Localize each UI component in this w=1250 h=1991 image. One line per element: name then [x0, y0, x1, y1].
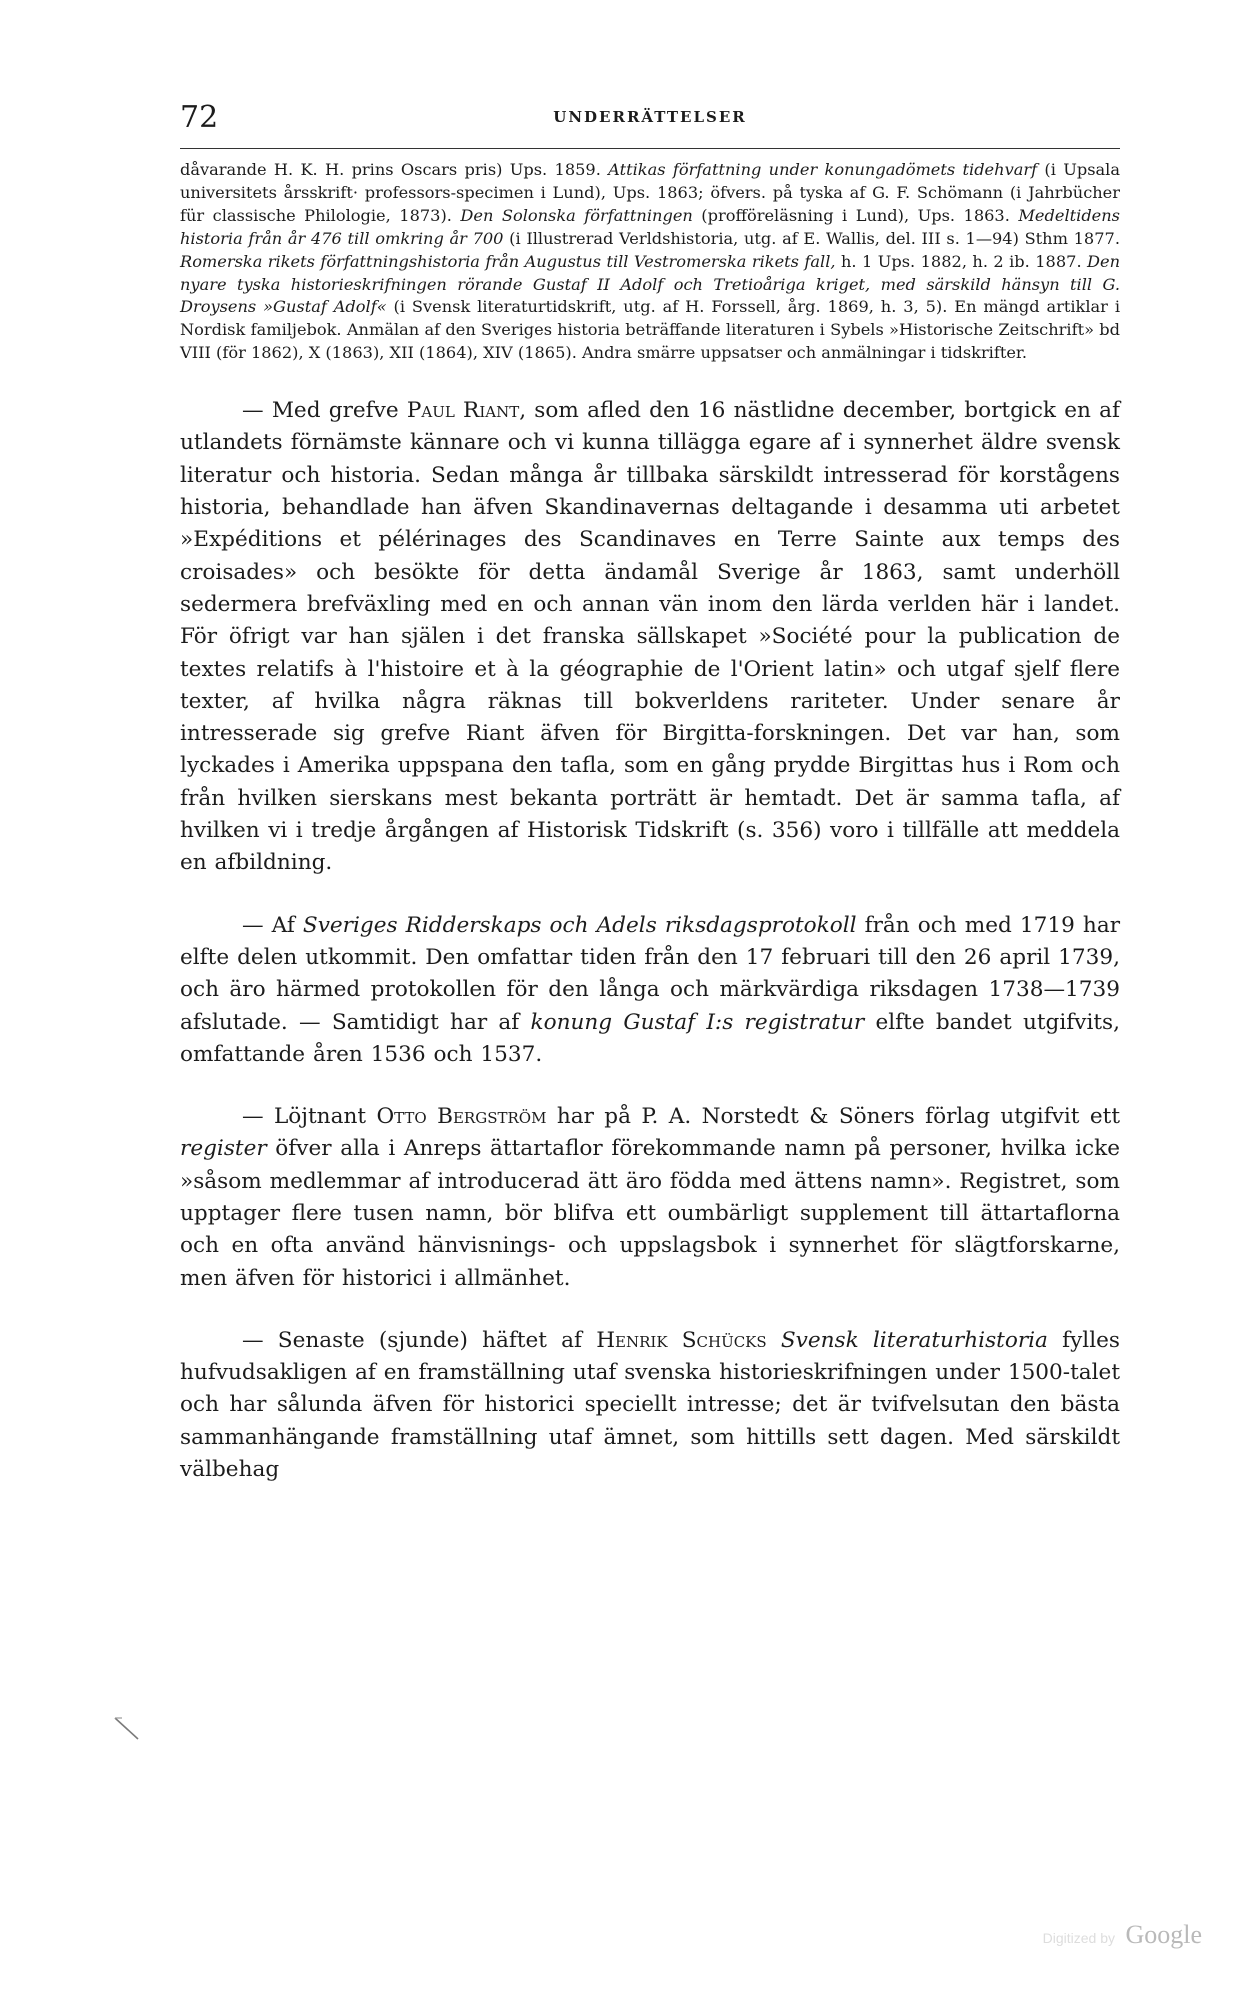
google-logo-text: Google [1125, 1920, 1202, 1949]
paragraph-bergstrom [180, 1101, 1120, 1295]
paragraph-schuck [180, 1325, 1120, 1486]
work-title: register [180, 1136, 267, 1162]
bibliography-block [180, 159, 1120, 365]
bib-segment: (i Upsala universitets årsskrift· professors-specimen i Lund), Ups. 1863; öfvers. på tyska af G. F. Schömann (i Jahrbücher für classische Philologie, 1873). [180, 160, 1120, 225]
header-rule [180, 148, 1120, 149]
text-segment: elfte bandet utgifvits, omfattande åren 1536 och 1537. [180, 1009, 1120, 1067]
person-name: Henrik Schücks [596, 1327, 767, 1353]
page [180, 100, 1120, 1486]
page-header [180, 100, 1120, 136]
text-segment: — Löjtnant [242, 1104, 377, 1130]
text-segment: , som afled den 16 nästlidne december, bortgick en af utlandets förnämste kännare och vi kunna tillägga egare af i synnerhet äldre svensk literatur och historia. Sedan många år tillbaka särskildt intresserad för korstågens historia, behandlade han äfven Skandinavernas deltagande i desamma uti arbetet »Expéditions et pélérinages des Scandinaves en Terre Sainte aux temps des croisades» och besökte för detta ändamål Sverige år 1863, samt underhöll sedermera brefväxling med en och annan vän inom den lärda verlden här i landet. För öfrigt var han själen i det franska sällskapet »Société pour la publication de textes relatifs à l'histoire et à la géographie de l'Orient latin» och utgaf sjelf flere texter, af hvilka några räknas till bokverldens rariteter. Under senare år intresserade sig grefve Riant äfven för Birgitta-forskningen. Det var han, som lyckades i Amerika uppspana den tafla, som en gång prydde Birgittas hus i Rom och från hvilken sierskans mest bekanta porträtt är hemtadt. Det är samma tafla, af hvilken vi i tredje årgången af Historisk Tidskrift (s. 356) voro i tillfälle att meddela en afbildning. [180, 398, 1121, 876]
text-segment: — Af [242, 912, 303, 938]
bib-title: Medeltidens historia från år 476 till omkring år 700 [180, 205, 1120, 248]
bib-segment: (i Illustrerad Verldshistoria, utg. af E. Wallis, del. III s. 1—94) Sthm 1877. [503, 228, 1120, 248]
text-segment: fylles hufvudsakligen af en framställning utaf svenska historieskrifningen under 1500-talet och har sålunda äfven för historici speciellt intresse; det är tvifvelsutan den bästa sammanhängande framställning utaf ämnet, som hittills sett dagen. Med särskildt välbehag [180, 1327, 1120, 1483]
bib-segment: (profföreläsning i Lund), Ups. 1863. [692, 205, 1019, 225]
stray-pencil-mark [112, 1715, 142, 1745]
bib-title: Den nyare tyska historieskrifningen rörande Gustaf II Adolf och Tretioåriga kriget, med särskild hänsyn till G. Droysens »Gustaf Adolf« [180, 251, 1121, 317]
person-name: Otto Bergström [376, 1104, 547, 1130]
running-head: UNDERRÄTTELSER [553, 108, 747, 126]
watermark-digitized-text: Digitized by [1042, 1930, 1115, 1946]
bib-segment: (i Svensk literaturtidskrift, utg. af H. Forssell, årg. 1869, h. 3, 5). En mängd artiklar i Nordisk familjebok. Anmälan af den Sveriges historia beträffande literaturen i Sybels »Historische Zeitschrift» bd VIII (för 1862), X (1863), XII (1864), XIV (1865). Andra smärre uppsatser och anmälningar i tidskrifter. [180, 297, 1120, 363]
paragraph-riksdagsprotokoll [180, 910, 1120, 1071]
person-name: Paul Riant [406, 398, 520, 424]
bib-title: Romerska rikets författningshistoria från Augustus till Vestromerska rikets fall, [180, 251, 836, 271]
text-segment: öfver alla i Anreps ättartaflor förekommande namn på personer, hvilka icke »såsom medlemmar af introducerad ätt äro födda med ättens namn». Registret, som upptager flere tusen namn, bör blifva ett oumbärligt supplement till ättartaflorna och en ofta använd hänvisnings- och uppslagsbok i synnerhet för slägtforskarne, men äfven för historici i allmänhet. [180, 1136, 1120, 1291]
work-title: Svensk literaturhistoria [780, 1327, 1048, 1353]
paragraph-riant [180, 395, 1120, 879]
text-segment: — Med grefve [242, 398, 407, 424]
work-title: Sveriges Ridderskaps och Adels riksdagsprotokoll [302, 912, 857, 938]
bib-title: Den Solonska författningen [460, 205, 693, 225]
text-segment: från och med 1719 har elfte delen utkommit. Den omfattar tiden från den 17 februari till den 26 april 1739, och äro härmed protokollen för den långa och märkvärdiga riksdagen 1738—1739 afslutade. — Samtidigt har af [180, 912, 1121, 1035]
text-segment: — Senaste (sjunde) häftet af [242, 1327, 597, 1353]
page-number: 72 [180, 100, 219, 135]
bib-title: Attikas författning under konungadömets tidehvarf [608, 160, 1038, 179]
bib-segment: dåvarande H. K. H. prins Oscars pris) Ups. 1859. [180, 160, 609, 179]
text-segment: har på P. A. Norstedt & Söners förlag utgifvit ett [546, 1104, 1121, 1130]
work-title: konung Gustaf I:s registratur [530, 1009, 865, 1035]
google-watermark [1043, 1920, 1202, 1950]
bib-segment: h. 1 Ups. 1882, h. 2 ib. 1887. [835, 251, 1088, 271]
